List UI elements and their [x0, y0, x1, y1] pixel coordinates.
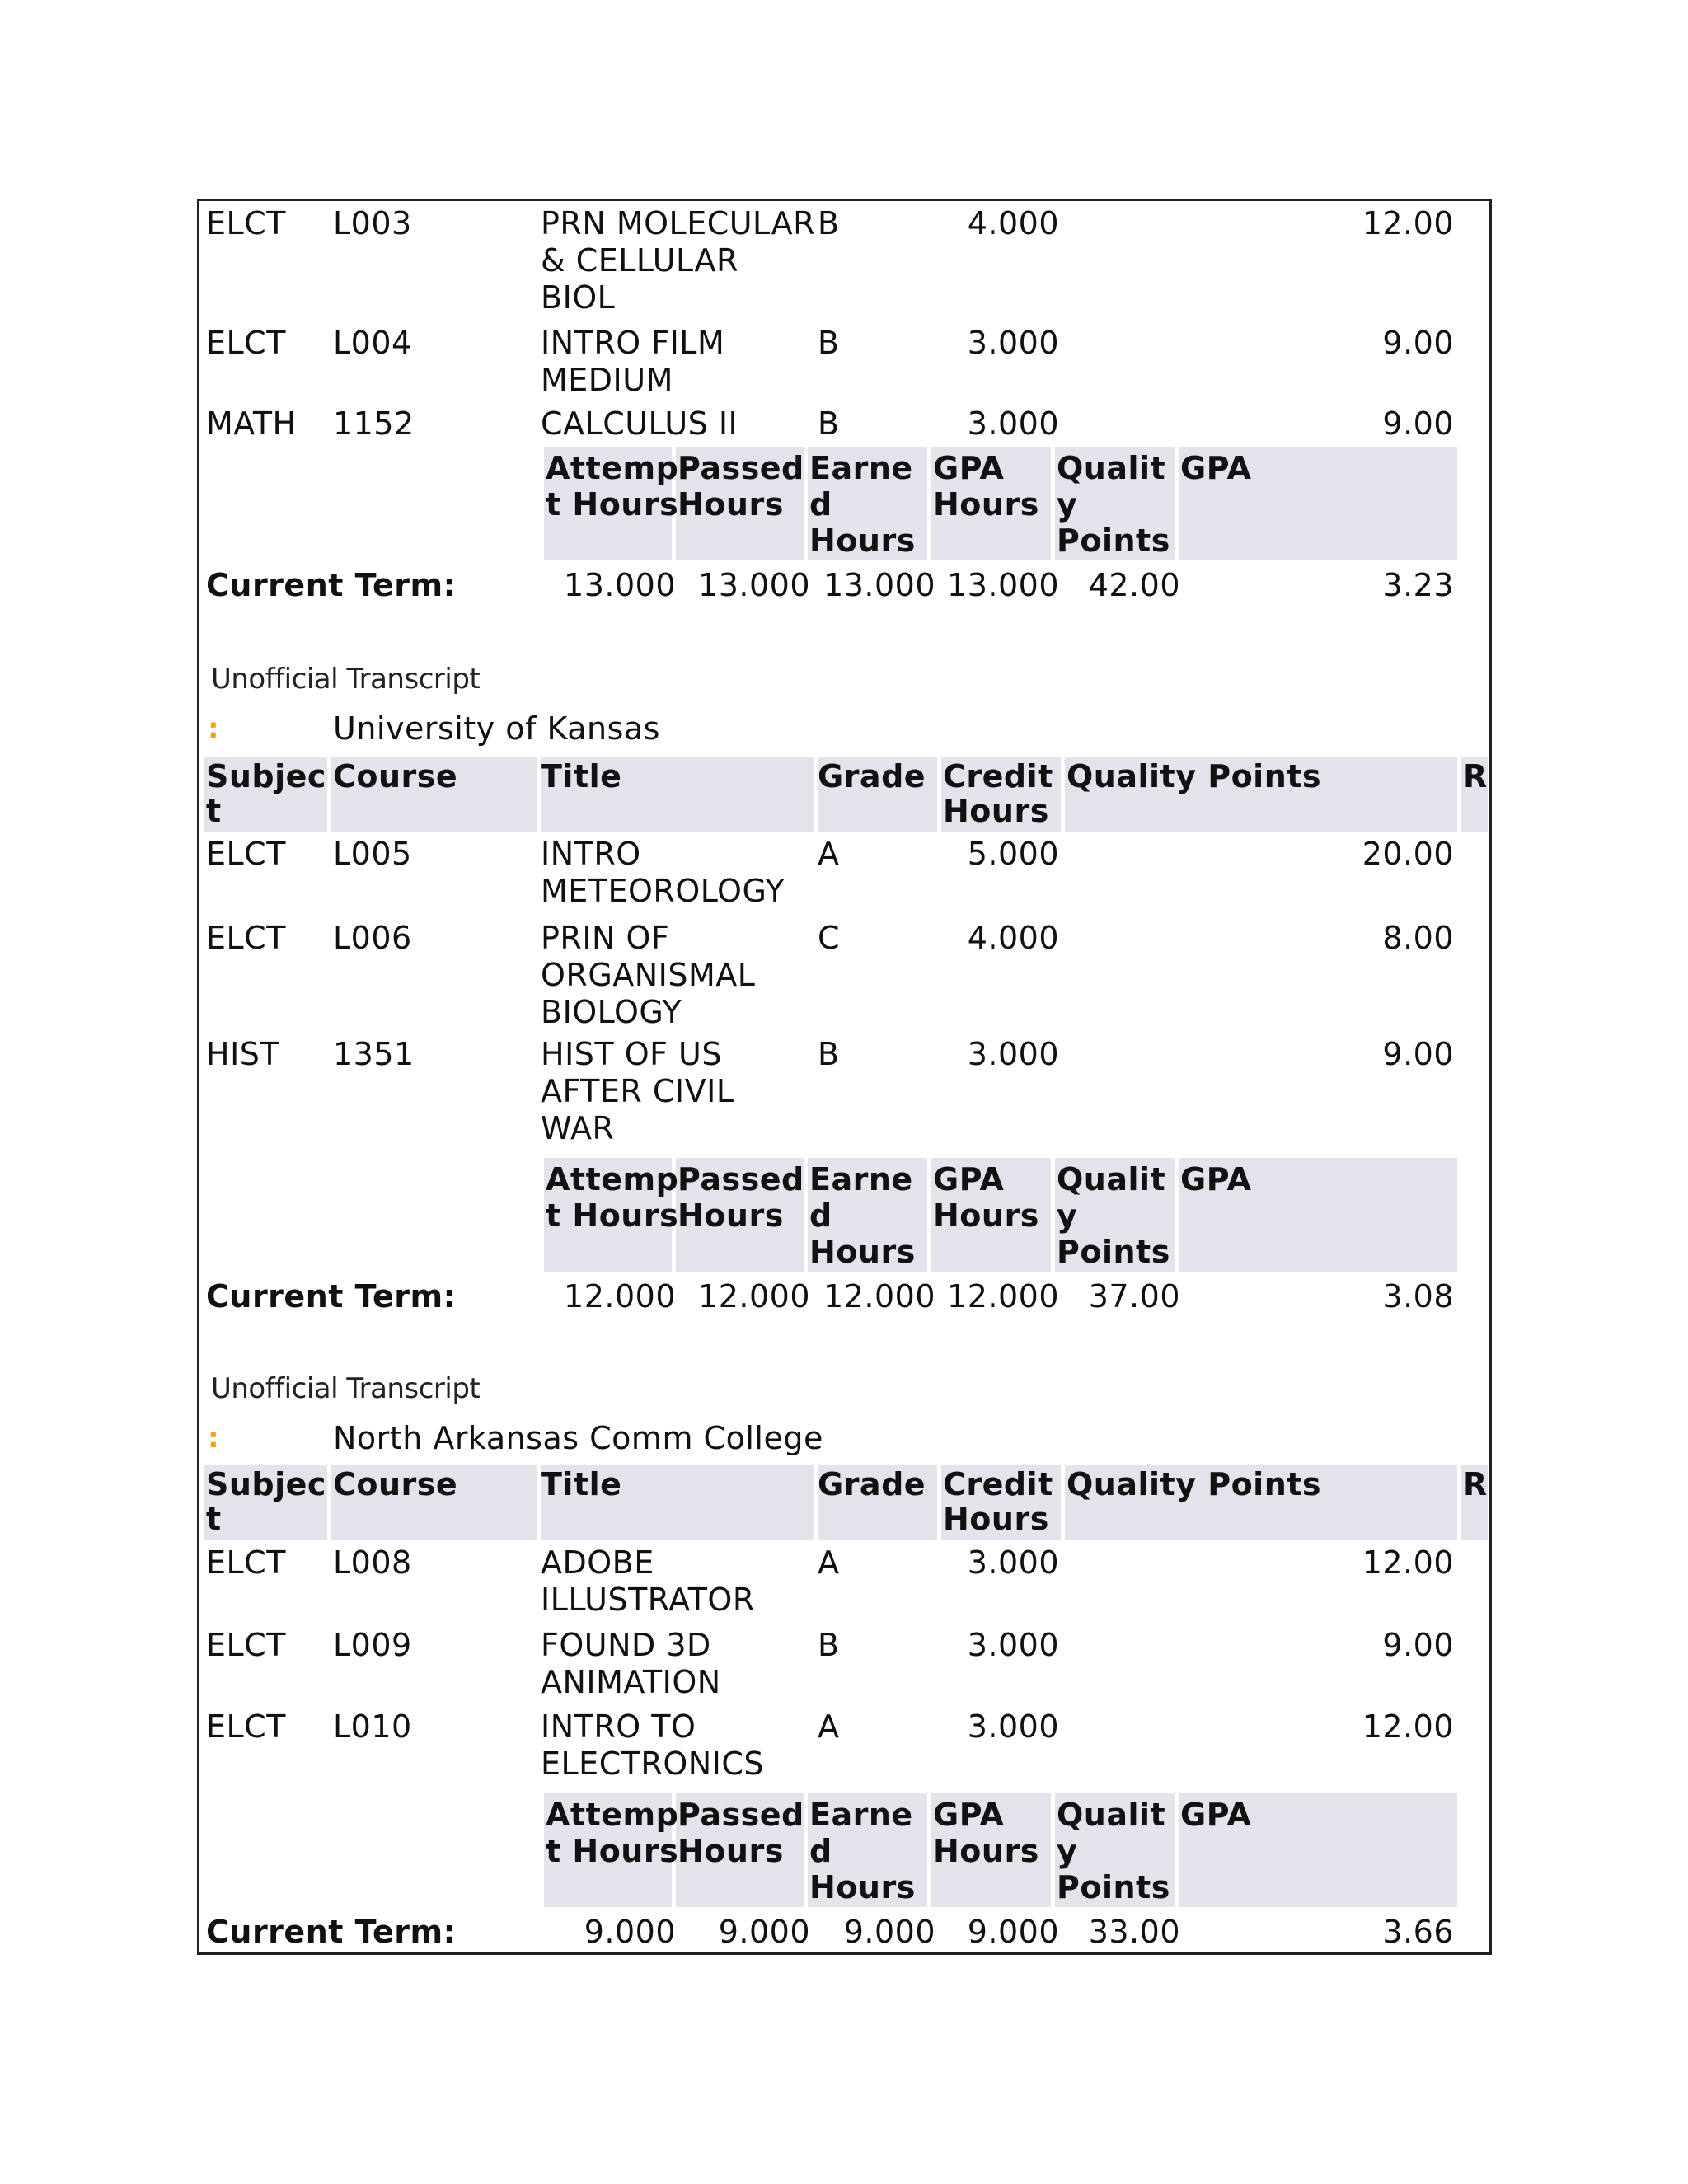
- course-title-line: ADOBE: [541, 1544, 654, 1581]
- course-grade: A: [818, 1544, 840, 1581]
- course-grade: C: [818, 920, 841, 956]
- summary-header-quality-points: Qualit: [1057, 1161, 1166, 1197]
- term-gpa-hours: 12.000: [947, 1278, 1059, 1315]
- term-gpa: 3.66: [1382, 1914, 1454, 1950]
- transcript-frame: [197, 199, 1492, 1955]
- course-number: L006: [333, 920, 412, 956]
- course-grade: B: [818, 325, 840, 361]
- course-number: L009: [333, 1627, 412, 1663]
- course-title-line: ANIMATION: [541, 1664, 721, 1700]
- summary-header-attempt-hours: Attemp: [546, 1797, 679, 1833]
- summary-header-attempt-hours: t Hours: [546, 486, 679, 523]
- summary-header-earned-hours: Hours: [809, 1869, 916, 1905]
- course-quality-points: 9.00: [1382, 1036, 1454, 1072]
- summary-header-gpa-hours: Hours: [933, 1833, 1039, 1869]
- course-number: L004: [333, 325, 412, 361]
- course-subject: ELCT: [206, 205, 286, 241]
- header-subject: Subjec: [206, 1466, 326, 1502]
- summary-header-passed-hours: Passed: [678, 450, 804, 486]
- term-earned-hours: 12.000: [823, 1278, 935, 1315]
- term-gpa-hours: 13.000: [947, 567, 1059, 603]
- current-term-label: Current Term:: [206, 567, 457, 603]
- header-credit: Hours: [943, 1501, 1049, 1537]
- current-term-label: Current Term:: [206, 1278, 457, 1315]
- header-subject: Subjec: [206, 758, 326, 794]
- course-credit-hours: 3.000: [967, 1036, 1059, 1072]
- header-grade: Grade: [818, 758, 926, 794]
- summary-header-quality-points: y: [1057, 1833, 1078, 1869]
- course-subject: ELCT: [206, 325, 286, 361]
- term-passed-hours: 12.000: [698, 1278, 810, 1315]
- summary-header-gpa: GPA: [1180, 450, 1252, 486]
- term-attempt-hours: 9.000: [584, 1914, 676, 1950]
- course-number: 1152: [333, 405, 415, 442]
- course-title-line: PRN MOLECULAR: [541, 205, 815, 241]
- term-earned-hours: 9.000: [843, 1914, 935, 1950]
- summary-header-attempt-hours: t Hours: [546, 1197, 679, 1234]
- term-passed-hours: 9.000: [718, 1914, 810, 1950]
- course-quality-points: 12.00: [1362, 205, 1454, 241]
- institution-name: North Arkansas Comm College: [333, 1420, 823, 1456]
- term-gpa: 3.08: [1382, 1278, 1454, 1315]
- summary-header-attempt-hours: Attemp: [546, 450, 679, 486]
- summary-header-quality-points: Points: [1057, 523, 1170, 559]
- course-title-line: ILLUSTRATOR: [541, 1582, 755, 1618]
- course-grade: B: [818, 1036, 840, 1072]
- summary-header-passed-hours: Passed: [678, 1161, 804, 1197]
- summary-header-attempt-hours: t Hours: [546, 1833, 679, 1869]
- term-earned-hours: 13.000: [823, 567, 935, 603]
- summary-header-gpa-hours: Hours: [933, 1197, 1039, 1234]
- course-credit-hours: 3.000: [967, 325, 1059, 361]
- course-number: L005: [333, 836, 412, 872]
- header-credit: Hours: [943, 793, 1049, 829]
- summary-header-gpa-hours: GPA: [933, 1161, 1005, 1197]
- summary-header-earned-hours: d: [809, 1833, 832, 1869]
- course-title-line: ORGANISMAL: [541, 957, 756, 993]
- summary-header-gpa: GPA: [1180, 1797, 1252, 1833]
- summary-header-passed-hours: Hours: [678, 1833, 784, 1869]
- course-credit-hours: 4.000: [967, 205, 1059, 241]
- term-gpa: 3.23: [1382, 567, 1454, 603]
- course-title-line: BIOL: [541, 279, 616, 316]
- header-credit: Credit: [943, 758, 1053, 794]
- term-quality-points: 42.00: [1088, 567, 1180, 603]
- summary-header-quality-points: Qualit: [1057, 1797, 1166, 1833]
- course-quality-points: 9.00: [1382, 325, 1454, 361]
- course-title-line: METEOROLOGY: [541, 873, 785, 909]
- header-title: Title: [541, 758, 622, 794]
- summary-header-earned-hours: Hours: [809, 1234, 916, 1270]
- course-credit-hours: 4.000: [967, 920, 1059, 956]
- course-title-line: INTRO FILM: [541, 325, 725, 361]
- course-subject: MATH: [206, 405, 297, 442]
- summary-header-gpa-hours: GPA: [933, 450, 1005, 486]
- summary-header-passed-hours: Hours: [678, 486, 784, 523]
- term-quality-points: 37.00: [1088, 1278, 1180, 1315]
- term-gpa-hours: 9.000: [967, 1914, 1059, 1950]
- course-number: 1351: [333, 1036, 415, 1072]
- course-number: L010: [333, 1708, 412, 1745]
- course-title-line: & CELLULAR: [541, 242, 738, 279]
- course-quality-points: 9.00: [1382, 1627, 1454, 1663]
- summary-header-quality-points: Qualit: [1057, 450, 1166, 486]
- course-title-line: ELECTRONICS: [541, 1746, 765, 1782]
- term-passed-hours: 13.000: [698, 567, 810, 603]
- summary-header-passed-hours: Hours: [678, 1197, 784, 1234]
- section-title: Unofficial Transcript: [211, 1372, 481, 1405]
- summary-header-earned-hours: Earne: [809, 450, 913, 486]
- header-quality-points: Quality Points: [1067, 1466, 1322, 1502]
- summary-header-quality-points: y: [1057, 486, 1078, 523]
- course-title-line: INTRO TO: [541, 1708, 696, 1745]
- course-credit-hours: 3.000: [967, 405, 1059, 442]
- course-grade: A: [818, 1708, 840, 1745]
- course-quality-points: 8.00: [1382, 920, 1454, 956]
- summary-header-gpa-hours: Hours: [933, 486, 1039, 523]
- summary-header-gpa-hours: GPA: [933, 1797, 1005, 1833]
- header-r: R: [1463, 1466, 1488, 1502]
- term-attempt-hours: 13.000: [564, 567, 676, 603]
- header-title: Title: [541, 1466, 622, 1502]
- course-credit-hours: 3.000: [967, 1544, 1059, 1581]
- course-subject: ELCT: [206, 1544, 286, 1581]
- course-number: L003: [333, 205, 412, 241]
- course-subject: ELCT: [206, 1708, 286, 1745]
- summary-header-earned-hours: d: [809, 486, 832, 523]
- header-credit: Credit: [943, 1466, 1053, 1502]
- summary-header-earned-hours: Earne: [809, 1797, 913, 1833]
- course-credit-hours: 3.000: [967, 1708, 1059, 1745]
- course-grade: B: [818, 405, 840, 442]
- course-title-line: BIOLOGY: [541, 994, 682, 1030]
- bullet-marker: :: [208, 712, 219, 745]
- course-grade: B: [818, 205, 840, 241]
- header-r: R: [1463, 758, 1488, 794]
- course-title-line: CALCULUS II: [541, 405, 738, 442]
- summary-header-earned-hours: Earne: [809, 1161, 913, 1197]
- summary-header-passed-hours: Passed: [678, 1797, 804, 1833]
- course-credit-hours: 5.000: [967, 836, 1059, 872]
- course-subject: ELCT: [206, 920, 286, 956]
- summary-header-earned-hours: Hours: [809, 523, 916, 559]
- course-title-line: PRIN OF: [541, 920, 670, 956]
- bullet-marker: :: [208, 1422, 219, 1455]
- course-quality-points: 12.00: [1362, 1544, 1454, 1581]
- course-title-line: MEDIUM: [541, 362, 673, 398]
- summary-header-quality-points: Points: [1057, 1869, 1170, 1905]
- course-title-line: FOUND 3D: [541, 1627, 711, 1663]
- header-subject: t: [206, 793, 222, 829]
- course-grade: B: [818, 1627, 840, 1663]
- term-quality-points: 33.00: [1088, 1914, 1180, 1950]
- institution-name: University of Kansas: [333, 710, 660, 747]
- summary-header-gpa: GPA: [1180, 1161, 1252, 1197]
- course-quality-points: 20.00: [1362, 836, 1454, 872]
- header-course: Course: [333, 758, 458, 794]
- current-term-label: Current Term:: [206, 1914, 457, 1950]
- course-quality-points: 12.00: [1362, 1708, 1454, 1745]
- header-quality-points: Quality Points: [1067, 758, 1322, 794]
- section-title: Unofficial Transcript: [211, 663, 481, 696]
- course-subject: HIST: [206, 1036, 280, 1072]
- header-subject: t: [206, 1501, 222, 1537]
- header-course: Course: [333, 1466, 458, 1502]
- summary-header-quality-points: y: [1057, 1197, 1078, 1234]
- course-title-line: WAR: [541, 1110, 615, 1146]
- course-title-line: HIST OF US: [541, 1036, 722, 1072]
- course-title-line: INTRO: [541, 836, 641, 872]
- course-number: L008: [333, 1544, 412, 1581]
- course-credit-hours: 3.000: [967, 1627, 1059, 1663]
- term-attempt-hours: 12.000: [564, 1278, 676, 1315]
- course-quality-points: 9.00: [1382, 405, 1454, 442]
- header-grade: Grade: [818, 1466, 926, 1502]
- course-subject: ELCT: [206, 836, 286, 872]
- summary-header-earned-hours: d: [809, 1197, 832, 1234]
- summary-header-quality-points: Points: [1057, 1234, 1170, 1270]
- summary-header-attempt-hours: Attemp: [546, 1161, 679, 1197]
- course-subject: ELCT: [206, 1627, 286, 1663]
- course-grade: A: [818, 836, 840, 872]
- course-title-line: AFTER CIVIL: [541, 1073, 734, 1109]
